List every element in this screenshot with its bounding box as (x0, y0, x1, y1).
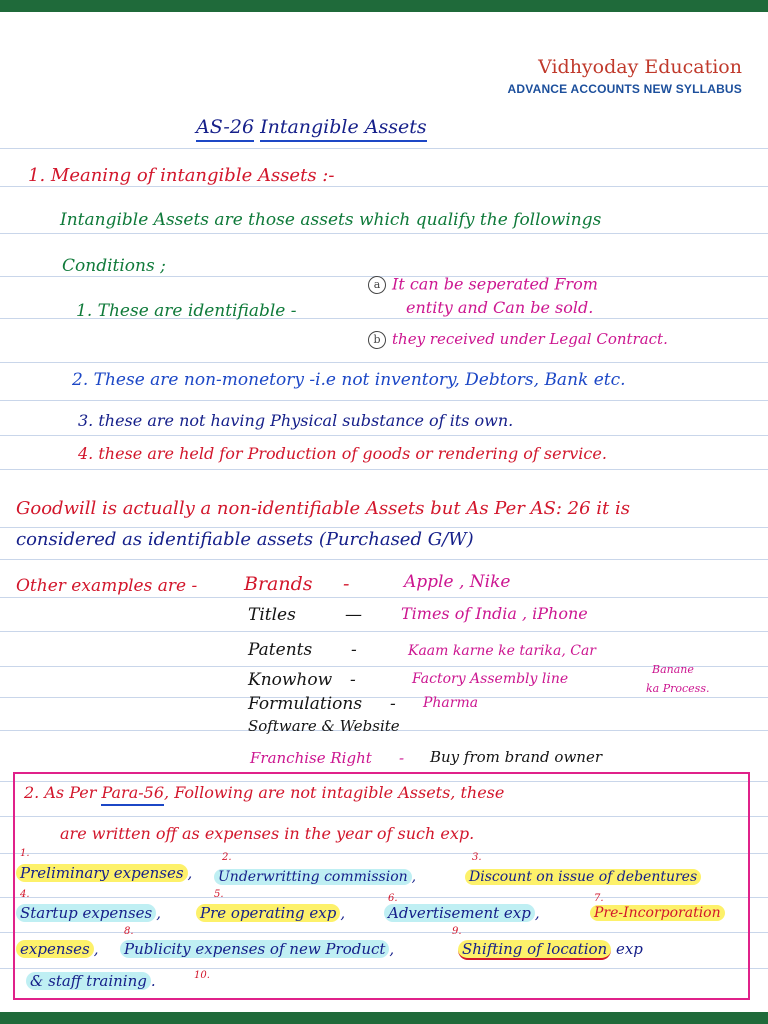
example-titles-value: Times of India , iPhone (401, 604, 588, 623)
examples-lead: Other examples are - (16, 576, 198, 596)
item-num-1: 1. (20, 848, 30, 859)
condition-1: 1. These are identifiable - (76, 301, 297, 321)
section2-frame (13, 772, 750, 1000)
example-franchise-dash: - (399, 749, 405, 767)
item-num-7: 7. (594, 893, 604, 904)
item-6-sep: , (534, 904, 540, 922)
section2-suffix: , Following are not intagible Assets, these (164, 783, 505, 802)
title-topic: Intangible Assets (260, 116, 427, 142)
section1-heading: 1. Meaning of intangible Assets :- (28, 165, 335, 186)
item-7-cont (16, 942, 99, 957)
definition-line-2: Conditions ; (62, 256, 166, 276)
item-6 (384, 906, 540, 921)
example-franchise-value: Buy from brand owner (430, 748, 602, 766)
brand-block (508, 56, 742, 96)
item-4-sep: , (156, 904, 162, 922)
section2-line-1 (24, 785, 504, 801)
item-8 (120, 942, 394, 957)
example-knowhow-dash: - (350, 670, 356, 690)
item-7-cont-sep: , (93, 940, 99, 958)
example-software-label: Software & Website (248, 717, 400, 735)
item-4-text: Startup expenses (16, 904, 156, 922)
item-num-9: 9. (452, 926, 462, 937)
item-9-text: Shifting of location (458, 940, 611, 960)
brand-name: Vidhyoday Education (538, 56, 742, 78)
item-5-sep: , (340, 904, 346, 922)
condition-1a-line1: It can be seperated From (392, 274, 598, 294)
condition-1a (368, 276, 598, 294)
example-side-note-1: Banane (652, 663, 694, 676)
example-patents-value: Kaam karne ke tarika, Car (408, 643, 596, 659)
example-patents-label: Patents (248, 640, 313, 660)
example-titles-dash: — (345, 605, 362, 625)
example-formulations-label: Formulations (248, 694, 363, 714)
item-staff-training (26, 974, 156, 989)
item-staff-training-text: & staff training (26, 972, 151, 990)
goodwill-line-2: considered as identifiable assets (Purchased G/W) (16, 529, 474, 550)
example-brands-value: Apple , Nike (404, 572, 511, 592)
top-green-band (0, 0, 768, 12)
title-standard: AS-26 (196, 116, 254, 142)
item-1-text: Preliminary expenses (16, 864, 188, 882)
item-2-text: Underwritting commission (214, 869, 412, 885)
item-2 (214, 870, 416, 884)
bottom-green-band (0, 1012, 768, 1024)
item-5-text: Pre operating exp (196, 904, 340, 922)
example-titles-label: Titles (248, 605, 296, 625)
item-num-6: 6. (388, 893, 398, 904)
marker-b-icon: b (368, 331, 386, 349)
section2-line-2: are written off as expenses in the year of such exp. (60, 824, 475, 843)
item-num-8: 8. (124, 926, 134, 937)
item-7 (590, 906, 725, 920)
para-reference: Para-56 (101, 783, 164, 806)
item-8-sep: , (389, 940, 395, 958)
item-num-2: 2. (222, 852, 232, 863)
example-patents-dash: - (351, 640, 357, 660)
brand-subtitle: ADVANCE ACCOUNTS NEW SYLLABUS (507, 82, 742, 96)
item-num-10: 10. (194, 970, 210, 981)
definition-line-1: Intangible Assets are those assets which qualify the followings (60, 210, 602, 230)
item-3 (465, 870, 701, 884)
example-brands-dash: - (343, 573, 350, 595)
item-3-text: Discount on issue of debentures (465, 869, 701, 885)
condition-3: 3. these are not having Physical substance of its own. (78, 411, 514, 430)
item-staff-training-sep: . (150, 972, 156, 990)
item-5 (196, 906, 345, 921)
example-brands-label: Brands (244, 573, 313, 595)
item-1-sep: , (187, 864, 193, 882)
condition-4: 4. these are held for Production of goods or rendering of service. (78, 444, 607, 463)
example-knowhow-value: Factory Assembly line (412, 671, 569, 687)
goodwill-line-1: Goodwill is actually a non-identifiable Assets but As Per AS: 26 it is (16, 498, 631, 519)
marker-a-icon: a (368, 276, 386, 294)
section2-prefix: 2. As Per (24, 783, 97, 802)
item-6-text: Advertisement exp (384, 904, 535, 922)
item-1 (16, 866, 192, 881)
example-formulations-dash: - (390, 694, 396, 714)
condition-2: 2. These are non-monetory -i.e not inventory, Debtors, Bank etc. (72, 370, 626, 390)
item-8-text: Publicity expenses of new Product (120, 940, 389, 958)
item-2-sep: , (411, 869, 417, 885)
example-franchise-label: Franchise Right (250, 749, 372, 767)
example-formulations-value: Pharma (423, 695, 479, 711)
condition-1a-line2: entity and Can be sold. (406, 298, 594, 317)
condition-1b (368, 331, 668, 349)
item-num-5: 5. (214, 889, 224, 900)
condition-1b-line1: they received under Legal Contract. (392, 330, 668, 348)
item-num-4: 4. (20, 889, 30, 900)
item-7-text: Pre-Incorporation (590, 905, 725, 921)
item-4 (16, 906, 161, 921)
example-side-note-2: ka Process. (646, 682, 710, 695)
item-7-cont-text: expenses (16, 940, 94, 958)
example-knowhow-label: Knowhow (248, 670, 333, 690)
item-9-exp: exp (615, 940, 643, 958)
page-title (196, 118, 427, 137)
item-9 (458, 942, 643, 957)
item-num-3: 3. (472, 852, 482, 863)
